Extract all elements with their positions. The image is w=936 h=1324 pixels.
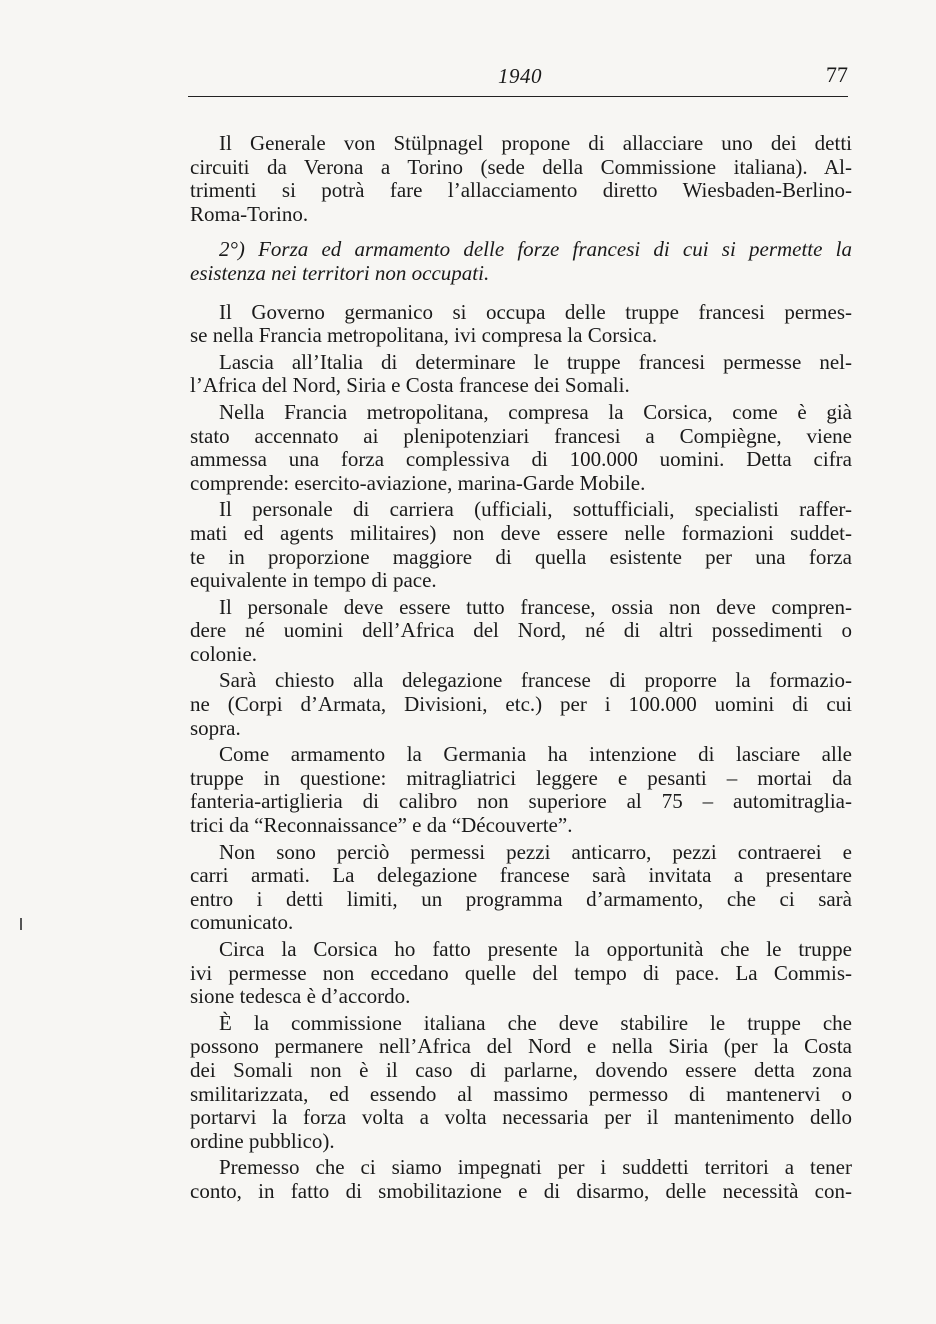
- paragraph: [190, 132, 852, 226]
- text-line: Sarà chiesto alla delegazione francese di proporre la formazio-: [219, 668, 852, 693]
- text-line: entro i detti limiti, un programma d’armamento, che ci sarà: [190, 886, 852, 911]
- paragraph: [190, 351, 852, 398]
- text-line: Non sono perciò permessi pezzi anticarro, pezzi contraerei e: [219, 839, 852, 864]
- text-line: trici da “Reconnaissance” e da “Découverte”.: [190, 813, 573, 838]
- text-line: l’Africa del Nord, Siria e Costa francese dei Somali.: [190, 373, 630, 398]
- text-line: Il Governo germanico si occupa delle truppe francesi permes-: [219, 299, 852, 324]
- text-line: Nella Francia metropolitana, compresa la Corsica, come è già: [219, 399, 852, 424]
- text-line: colonie.: [190, 641, 258, 666]
- text-line: esistenza nei territori non occupati.: [190, 260, 490, 285]
- text-line: sopra.: [190, 715, 241, 740]
- text-line: ordine pubblico).: [190, 1128, 335, 1153]
- text-line: Roma-Torino.: [190, 201, 309, 226]
- text-line: dei Somali non è il caso di parlarne, dovendo essere detta zona: [190, 1057, 852, 1082]
- text-line: portarvi la forza volta a volta necessaria per il mantenimento dello: [190, 1105, 852, 1130]
- text-line: comunicato.: [190, 910, 294, 935]
- text-line: conto, in fatto di smobilitazione e di disarmo, delle necessità con-: [190, 1178, 852, 1203]
- paragraph: [190, 841, 852, 935]
- text-line: sione tedesca è d’accordo.: [190, 984, 411, 1009]
- text-line: Il personale deve essere tutto francese, ossia non deve compren-: [219, 594, 852, 619]
- text-line: equivalente in tempo di pace.: [190, 568, 437, 593]
- text-line: Il personale di carriera (ufficiali, sottufficiali, specialisti raffer-: [219, 497, 852, 522]
- page-number: 77: [826, 62, 848, 87]
- text-line: Lascia all’Italia di determinare le truppe francesi permesse nel-: [219, 349, 852, 374]
- paragraph: [190, 938, 852, 1009]
- text-line: possono permanere nell’Africa del Nord e nella Siria (per la Costa: [190, 1034, 852, 1059]
- text-line: carri armati. La delegazione francese sarà invitata a presentare: [190, 863, 852, 888]
- text-line: Premesso che ci siamo impegnati per i suddetti territori a tener: [219, 1155, 852, 1180]
- text-line: circuiti da Verona a Torino (sede della Commissione italiana). Al-: [190, 154, 852, 179]
- text-line: comprende: esercito-aviazione, marina-Garde Mobile.: [190, 470, 646, 495]
- paragraph: [190, 301, 852, 348]
- text-line: ammessa una forza complessiva di 100.000 uomini. Detta cifra: [190, 447, 852, 472]
- paragraph: [190, 743, 852, 837]
- text-line: trimenti si potrà fare l’allacciamento diretto Wiesbaden-Berlino-: [190, 178, 852, 203]
- text-line: Circa la Corsica ho fatto presente la opportunità che le truppe: [219, 937, 852, 961]
- text-line: Il Generale von Stülpnagel propone di allacciare uno dei detti: [219, 131, 852, 155]
- paragraph: [190, 1012, 852, 1154]
- paragraph: [190, 596, 852, 667]
- text-line: truppe in questione: mitragliatrici leggere e pesanti – mortai da: [190, 765, 852, 790]
- running-head-title: 1940: [498, 64, 542, 88]
- text-line: Come armamento la Germania ha intenzione di lasciare alle: [219, 742, 852, 767]
- text-line: 2°) Forza ed armamento delle forze francesi di cui si permette la: [219, 237, 852, 262]
- text-line: smilitarizzata, ed essendo al massimo permesso di mantenervi o: [190, 1081, 852, 1106]
- text-line: se nella Francia metropolitana, ivi compresa la Corsica.: [190, 323, 658, 348]
- section-heading: [190, 238, 852, 285]
- text-line: dere né uomini dell’Africa del Nord, né di altri possedimenti o: [190, 618, 852, 643]
- text-line: mati ed agents militaires) non deve essere nelle formazioni suddet-: [190, 520, 852, 545]
- binding-mark: [20, 918, 22, 930]
- text-line: fanteria-artiglieria di calibro non superiore al 75 – automitraglia-: [190, 789, 852, 814]
- running-head: [188, 62, 848, 97]
- paragraph: [190, 669, 852, 740]
- text-line: ne (Corpi d’Armata, Divisioni, etc.) per i 100.000 uomini di cui: [190, 692, 852, 717]
- text-line: ivi permesse non eccedano quelle del tempo di pace. La Commis-: [190, 960, 852, 985]
- body-text: [190, 132, 852, 1207]
- text-line: te in proporzione maggiore di quella esistente per una forza: [190, 544, 852, 569]
- text-line: stato accennato ai plenipotenziari francesi a Compiègne, viene: [190, 423, 852, 448]
- paragraph: [190, 401, 852, 495]
- paragraph: [190, 1156, 852, 1203]
- text-line: È la commissione italiana che deve stabilire le truppe che: [219, 1010, 852, 1035]
- paragraph: [190, 498, 852, 592]
